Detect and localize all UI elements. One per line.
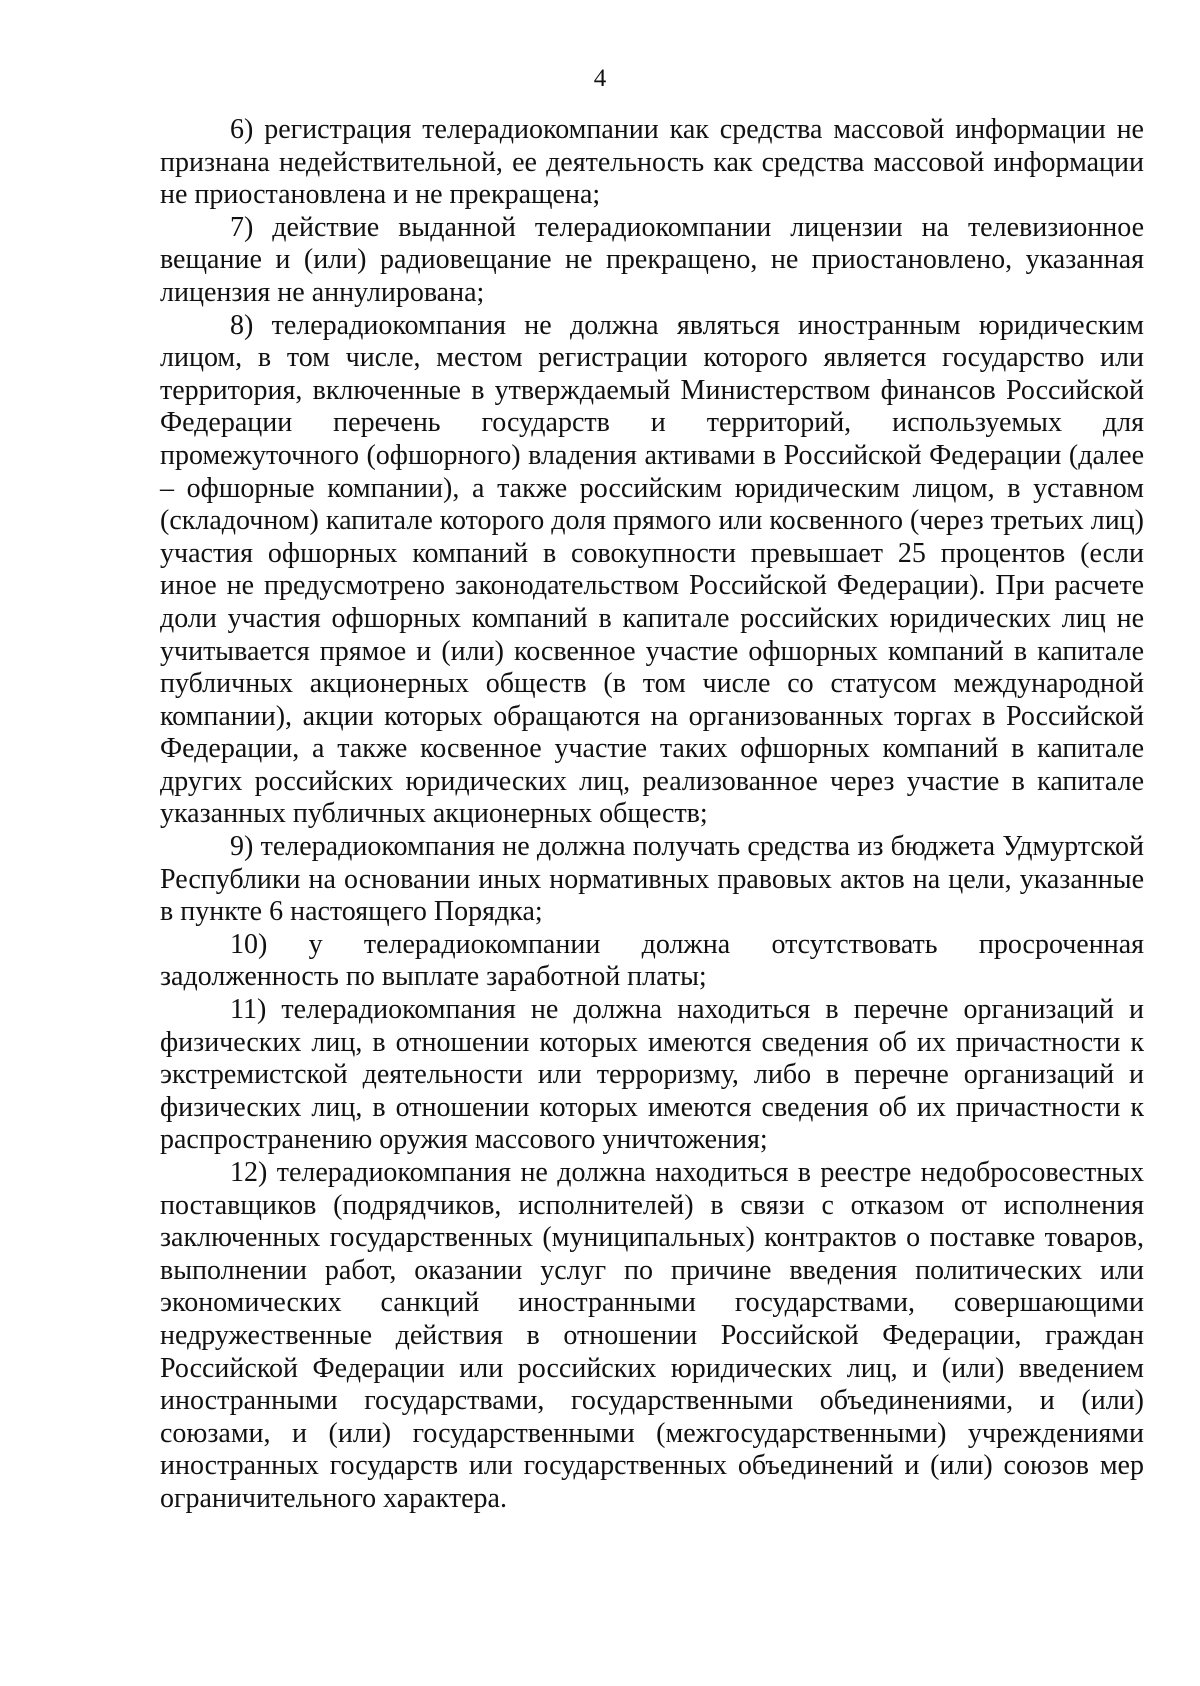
page-number: 4 <box>593 65 607 92</box>
list-item-7: 7) действие выданной телерадиокомпании лицензии на телевизионное вещание и (или) радиовещание не прекращено, не приостановлено, указанная лицензия не аннулирована; <box>160 211 1144 308</box>
document-body <box>160 114 1144 1516</box>
list-item-9: 9) телерадиокомпания не должна получать средства из бюджета Удмуртской Республики на основании иных нормативных правовых актов на цели, указанные в пункте 6 настоящего Порядка; <box>160 831 1144 928</box>
list-item-8: 8) телерадиокомпания не должна являться иностранным юридическим лицом, в том числе, местом регистрации которого является государство или территория, включенные в утверждаемый Министерством финансов Российской Федерации перечень государств и территорий, используемых для промежуточного (офшорного) владения активами в Российской Федерации (далее – офшорные компании), а также российским юридическим лицом, в уставном (складочном) капитале которого доля прямого или косвенного (через третьих лиц) участия офшорных компаний в совокупности превышает 25 процентов (если иное не предусмотрено законодательством Российской Федерации). При расчете доли участия офшорных компаний в капитале российских юридических лиц не учитывается прямое и (или) косвенное участие офшорных компаний в капитале публичных акционерных обществ (в том числе со статусом международной компании), акции которых обращаются на организованных торгах в Российской Федерации, а также косвенное участие таких офшорных компаний в капитале других российских юридических лиц, реализованное через участие в капитале указанных публичных акционерных обществ; <box>160 309 1144 830</box>
list-item-6: 6) регистрация телерадиокомпании как средства массовой информации не признана недействительной, ее деятельность как средства массовой информации не приостановлена и не прекращена; <box>160 114 1144 211</box>
list-item-12: 12) телерадиокомпания не должна находиться в реестре недобросовестных поставщиков (подрядчиков, исполнителей) в связи с отказом от исполнения заключенных государственных (муниципальных) контрактов о поставке товаров, выполнении работ, оказании услуг по причине введения политических или экономических санкций иностранными государствами, совершающими недружественные действия в отношении Российской Федерации, граждан Российской Федерации или российских юридических лиц, и (или) введением иностранными государствами, государственными объединениями, и (или) союзами, и (или) государственными (межгосударственными) учреждениями иностранных государств или государственных объединений и (или) союзов мер ограничительного характера. <box>160 1157 1144 1514</box>
list-item-11: 11) телерадиокомпания не должна находиться в перечне организаций и физических лиц, в отношении которых имеются сведения об их причастности к экстремистской деятельности или терроризму, либо в перечне организаций и физических лиц, в отношении которых имеются сведения об их причастности к распространению оружия массового уничтожения; <box>160 994 1144 1156</box>
list-item-10: 10) у телерадиокомпании должна отсутствовать просроченная задолженность по выплате заработной платы; <box>160 928 1144 993</box>
